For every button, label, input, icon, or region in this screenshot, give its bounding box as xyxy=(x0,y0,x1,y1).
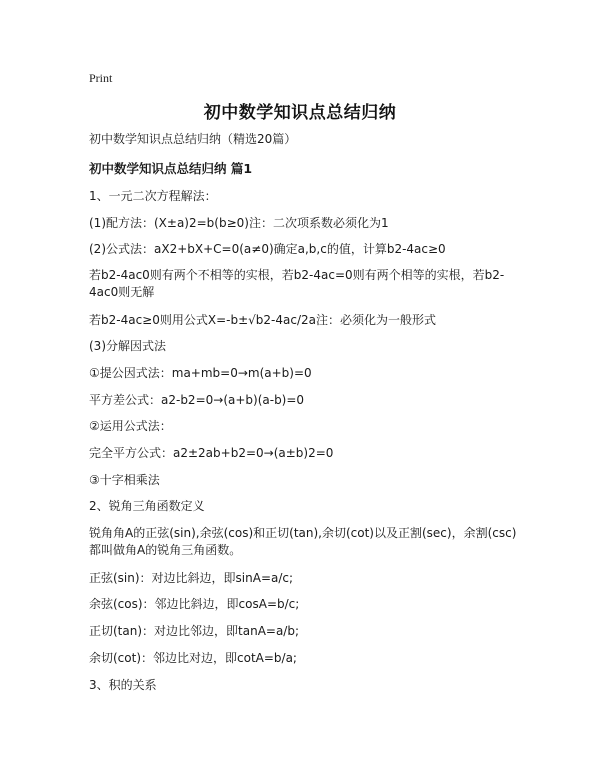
document-subtitle: 初中数学知识点总结归纳（精选20篇） xyxy=(89,132,297,146)
text-line: 锐角角A的正弦(sin),余弦(cos)和正切(tan),余切(cot)以及正割(sec)，余割(csc)都叫做角A的锐角三角函数。 xyxy=(89,526,517,557)
section-heading: 初中数学知识点总结归纳 篇1 xyxy=(89,161,253,176)
text-line: 余弦(cos)：邻边比斜边，即cosA=b/c; xyxy=(89,597,300,611)
text-line: 若b2-4ac0则有两个不相等的实根，若b2-4ac=0则有两个相等的实根，若b2-4ac0则无解 xyxy=(89,268,505,299)
text-line: (1)配方法：(X±a)2=b(b≥0)注：二次项系数必须化为1 xyxy=(89,216,389,230)
text-line: 1、一元二次方程解法： xyxy=(89,189,217,203)
text-line: 正切(tan)：对边比邻边，即tanA=a/b; xyxy=(89,624,300,638)
text-line: ①提公因式法：ma+mb=0→m(a+b)=0 xyxy=(89,366,312,380)
text-line: ③十字相乘法 xyxy=(89,473,160,487)
page-title: 初中数学知识点总结归纳 xyxy=(203,103,397,123)
print-link[interactable]: Print xyxy=(89,71,113,85)
text-line: ②运用公式法： xyxy=(89,419,172,433)
text-line: 余切(cot)：邻边比对边，即cotA=b/a; xyxy=(89,651,297,665)
text-line: 若b2-4ac≥0则用公式X=-b±√b2-4ac/2a注：必须化为一般形式 xyxy=(89,313,436,327)
text-line: 完全平方公式：a2±2ab+b2=0→(a±b)2=0 xyxy=(89,446,334,460)
text-line: (2)公式法：aX2+bX+C=0(a≠0)确定a,b,c的值，计算b2-4ac≥0 xyxy=(89,242,446,256)
text-line: 3、积的关系 xyxy=(89,678,157,692)
text-line: 平方差公式：a2-b2=0→(a+b)(a-b)=0 xyxy=(89,393,305,407)
text-line: 2、锐角三角函数定义 xyxy=(89,499,205,513)
text-line: 正弦(sin)：对边比斜边，即sinA=a/c; xyxy=(89,571,294,585)
text-line: (3)分解因式法 xyxy=(89,339,166,353)
